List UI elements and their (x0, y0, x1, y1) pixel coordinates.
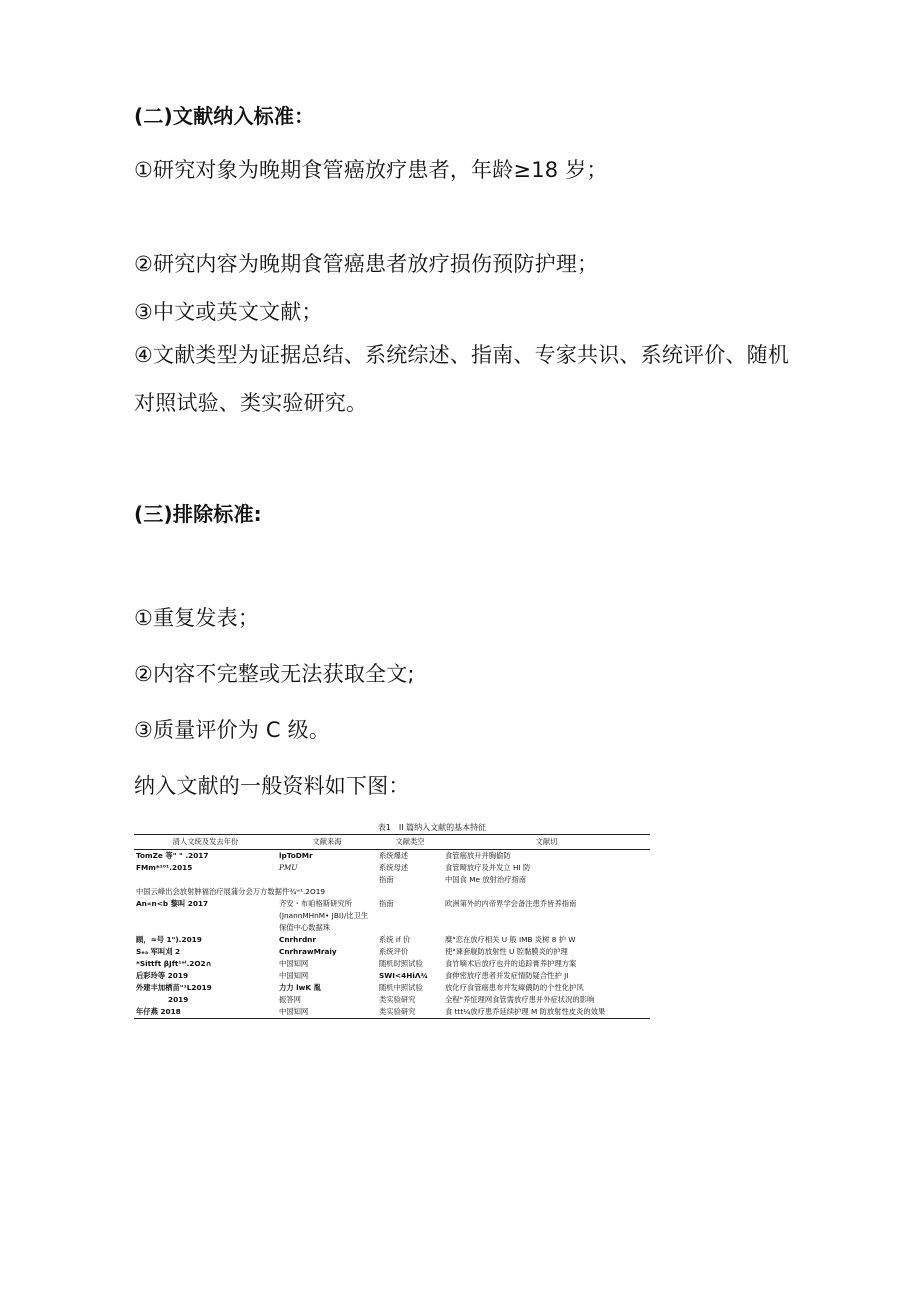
cell-type: 类实验研究 (379, 995, 416, 1004)
cell-type: 随机中照试验 (379, 983, 423, 992)
cell-topic: 食竹嘀术后放疗也并的追踪膏养护理方案 (445, 959, 577, 968)
cell-author: *Sittft βJft¹ᵃˡ.2O2∩ (136, 959, 212, 968)
cell-topic: 糜"恋在放疗相关 U 般 IMB 炎树 8 护 W (445, 935, 576, 944)
cell-topic: 食伸密放疗患者并发症情防疑合性护 JI (445, 971, 569, 980)
cell-author: 后彩玲等 2019 (136, 971, 189, 980)
cell-topic: 食管癌放升并胸偷防 (445, 851, 511, 860)
cell-topic: 食管畸放疗及并发立 HI 防 (445, 863, 531, 872)
inclusion-item-4: ④文献类型为证据总结、系统综述、指南、专家共识、系统评价、随机对照试验、类实验研究。 (134, 343, 790, 415)
table-row (134, 970, 650, 982)
exclusion-item-2: ②内容不完整或无法获取全文; (134, 662, 415, 686)
table-row (134, 994, 650, 1006)
inclusion-item-2: ②研究内容为晚期食管癌患者放疗损伤预防护理； (134, 252, 599, 276)
cell-source: CnrhrawMraiy (279, 947, 337, 956)
cell-author: 顾，≈号 1").2019 (136, 935, 202, 944)
cell-topic: 中国食 Me 放射治疗指南 (445, 875, 527, 884)
cell-org-note: 中国云峰出会放射肿福治疗展蒲分会万方数据件¾ʷ¹.2O19 (136, 887, 325, 896)
header-type: 文献类空 (377, 835, 443, 850)
table-row (134, 934, 650, 946)
table-row (134, 1006, 650, 1019)
cell-author: Sₑₐ 军叫刈 2 (136, 947, 181, 956)
cell-type: SWI<4HiΛ¾ (379, 971, 429, 980)
cell-source: PMU (279, 863, 298, 872)
cell-type: 系统 if 价 (379, 935, 411, 944)
table-row (134, 982, 650, 994)
table-row (134, 958, 650, 970)
cell-source: 中国知网 (277, 1006, 377, 1019)
header-topic: 文献切 (443, 835, 650, 850)
cell-author: FMm*¹⁰¹.2015 (136, 863, 193, 872)
table-caption: 表1 II 篇纳入文献的基本特征 (377, 823, 487, 832)
cell-source: 中国知网 (279, 971, 309, 980)
cell-type: 系统评价 (379, 947, 409, 956)
cell-topic: 欧洲第外的内帝界学会备注患乔皆养指南 (445, 899, 577, 908)
cell-author: An«n<b 黎叫 2017 (136, 899, 209, 908)
cell-type: 系统爆述 (379, 851, 409, 860)
header-author-year: 清人文统及发去年份 (134, 835, 277, 850)
cell-source: 力力 lwK 胤 (279, 983, 321, 992)
cell-type: 指南 (379, 899, 394, 908)
cell-author: 2019 (168, 995, 189, 1004)
table-row (134, 874, 650, 886)
cell-source: Cnrhrdnr (279, 935, 316, 944)
table-header-row (134, 835, 650, 850)
heading-inclusion: (二)文献纳入标准： (134, 104, 315, 128)
cell-source: 中国知网 (279, 959, 309, 968)
intro-text: 纳入文献的一般资料如下图： (134, 774, 410, 798)
cell-topic: 食 ttt¼放疗患乔延续护理 M 防放射性皮炎的效果 (443, 1006, 650, 1019)
header-source: 文献来海 (277, 835, 377, 850)
table-row (134, 862, 650, 874)
literature-table-block (134, 822, 650, 1019)
cell-type: 随机时照试验 (379, 959, 423, 968)
cell-topic: 全程"养怔理网食管需放疗患并外症状况的影响 (445, 995, 595, 1004)
exclusion-item-1: ①重复发表； (134, 606, 260, 630)
cell-topic: 使"谏套舰防放射性 U 腔黏膜炎的护理 (445, 947, 568, 956)
table-row (134, 946, 650, 958)
cell-author: 年仔燕 2018 (134, 1006, 277, 1019)
cell-author (134, 874, 277, 886)
cell-type: 指南 (379, 875, 394, 884)
cell-type: 类实验研究 (377, 1006, 443, 1019)
table-row (134, 898, 650, 934)
cell-source: lpToDMr (279, 851, 313, 860)
cell-author: TomZe 等" " .2017 (136, 851, 209, 860)
inclusion-item-1: ①研究对象为晚期食管癌放疗患者，年龄≥18 岁； (134, 158, 608, 182)
inclusion-item-3: ③中文或英文文献； (134, 300, 323, 324)
table-row (134, 886, 650, 898)
cell-topic: 放化疗食管癌患布并发瘴儂防的个性化护风 (445, 983, 584, 992)
exclusion-item-3: ③质量评价为 C 级。 (134, 718, 331, 742)
literature-table (134, 834, 650, 1019)
table-row (134, 850, 650, 863)
cell-author: 外建丰加栖苗"¹L2019 (136, 983, 212, 992)
cell-type: 系统母述 (379, 863, 409, 872)
cell-source: 振答网 (279, 995, 301, 1004)
cell-source: 齐安・布咱格斯研究所 (JnannMHnM• JBI)/比卫生保值中心数据珠 (279, 899, 369, 932)
cell-source (277, 874, 377, 886)
heading-exclusion: (三)排除标准: (134, 502, 262, 526)
